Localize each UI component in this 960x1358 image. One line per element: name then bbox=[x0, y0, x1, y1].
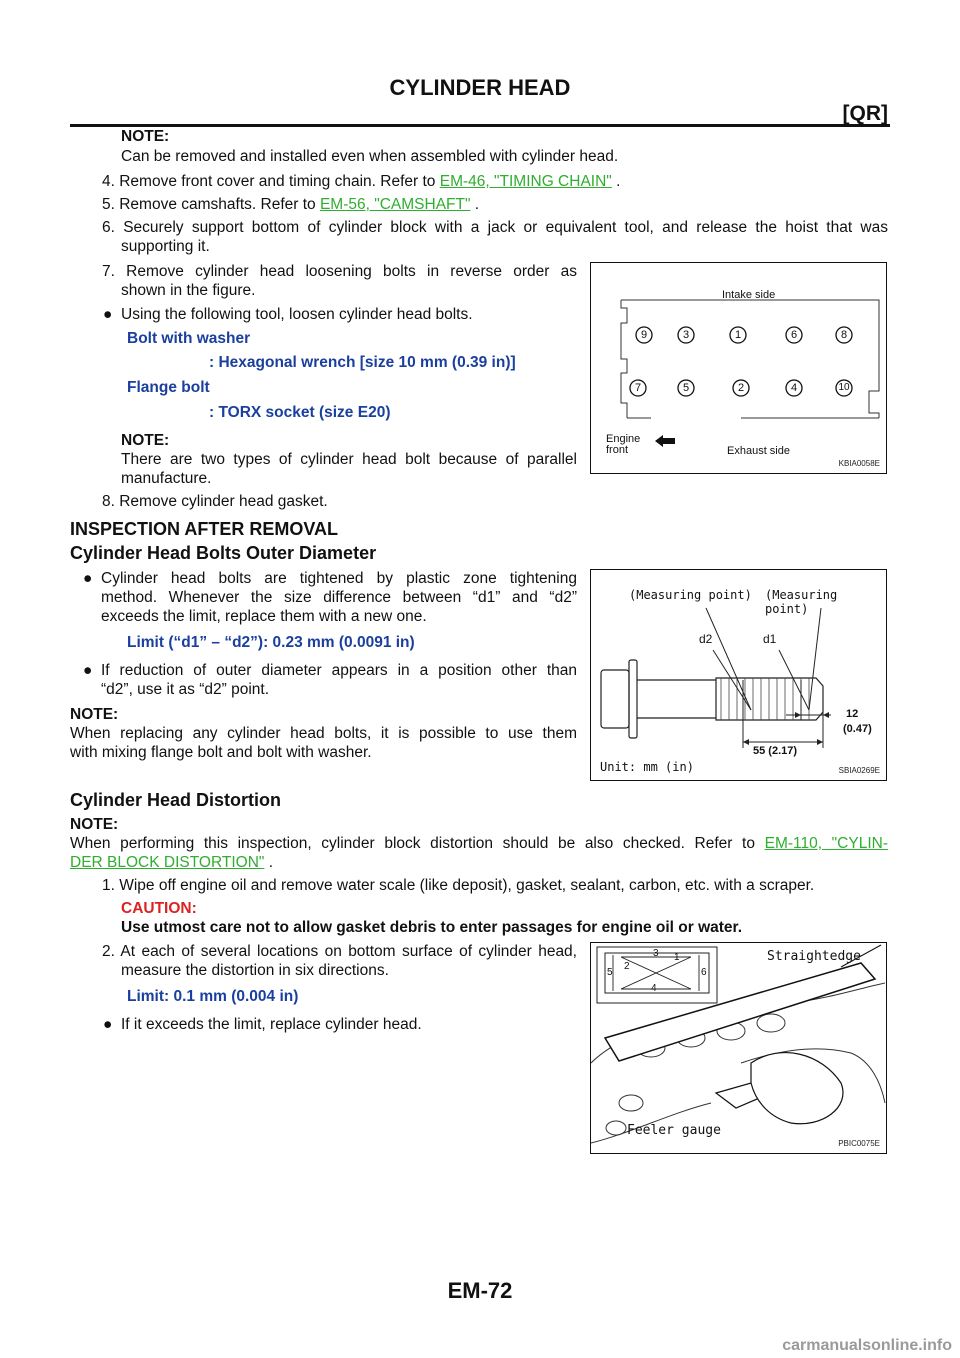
step-7-bullet-text: Using the following tool, loosen cylinder head bolts. bbox=[121, 306, 473, 323]
intro-note-text: Can be removed and installed even when assembled with cylinder head. bbox=[121, 148, 619, 165]
fig2-unit: Unit: mm (in) bbox=[600, 760, 694, 774]
link-cylinder-block-2[interactable]: DER BLOCK DISTORTION" bbox=[70, 854, 265, 871]
dir-label: 5 bbox=[607, 967, 613, 978]
limit-d1-d2: Limit (“d1” – “d2”): 0.23 mm (0.0091 in) bbox=[127, 634, 415, 651]
bolt-bullet-1 bbox=[83, 569, 577, 626]
bullet-icon: ● bbox=[103, 306, 113, 323]
fig2-d2-label: d2 bbox=[699, 632, 713, 646]
distortion-illustration bbox=[591, 943, 886, 1153]
step-5-text: 5. Remove camshafts. Refer to bbox=[102, 196, 316, 213]
bolt-label: 8 bbox=[840, 329, 848, 341]
distortion-bullet-text: If it exceeds the limit, replace cylinder head. bbox=[121, 1016, 422, 1033]
intro-note-label: NOTE: bbox=[121, 128, 170, 145]
step-6-line-2: supporting it. bbox=[121, 238, 210, 255]
bolt-diameter-heading: Cylinder Head Bolts Outer Diameter bbox=[70, 543, 377, 563]
distortion-bullet bbox=[103, 1015, 422, 1034]
step-4-end: . bbox=[611, 173, 621, 190]
fig3-id: PBIC0075E bbox=[838, 1139, 880, 1148]
page-title: CYLINDER HEAD bbox=[389, 75, 571, 100]
step-7-line-1: 7. Remove cylinder head loosening bolts in reverse order as bbox=[102, 263, 577, 280]
distortion-note-text: When performing this inspection, cylinder block distortion should be also checked. Refer to bbox=[70, 835, 755, 852]
bolt-label: 10 bbox=[838, 382, 850, 393]
tool-1-name: Bolt with washer bbox=[127, 330, 251, 347]
bolt-label: 3 bbox=[682, 329, 690, 341]
distortion-note-label: NOTE: bbox=[70, 816, 119, 833]
distortion-heading: Cylinder Head Distortion bbox=[70, 790, 282, 810]
step-6-line-1: 6. Securely support bottom of cylinder block with a jack or equivalent tool, and release the hoist that was bbox=[102, 219, 888, 236]
bolt-bullet-2-line-1: If reduction of outer diameter appears in a position other than bbox=[101, 662, 577, 679]
tool-2-spec: : TORX socket (size E20) bbox=[209, 404, 391, 421]
step-8: 8. Remove cylinder head gasket. bbox=[102, 493, 328, 510]
fig2-d1-label: d1 bbox=[763, 632, 777, 646]
bolt-bullet-1-line-2: method. Whenever the size difference between “d1” and “d2” bbox=[101, 589, 577, 606]
distortion-note-end: . bbox=[264, 854, 274, 871]
distortion-note-line-2 bbox=[70, 853, 273, 872]
bolt-bullet-1-line-3: exceeds the limit, replace them with a new one. bbox=[101, 608, 427, 625]
bolt-note-label: NOTE: bbox=[70, 706, 119, 723]
step-7-line-2: shown in the figure. bbox=[121, 282, 256, 299]
link-timing-chain[interactable]: EM-46, "TIMING CHAIN" bbox=[439, 173, 612, 190]
step-7-note-label: NOTE: bbox=[121, 432, 170, 449]
fig2-dim-047: (0.47) bbox=[843, 723, 872, 735]
caution-text: Use utmost care not to allow gasket debris to enter passages for engine oil or water. bbox=[121, 919, 743, 936]
watermark: carmanualsonline.info bbox=[782, 1337, 952, 1354]
fig2-mp-label-2: (Measuring point) bbox=[765, 588, 838, 616]
fig2-id: SBIA0269E bbox=[838, 766, 880, 775]
bolt-bullet-1-line-1: Cylinder head bolts are tightened by plastic zone tightening bbox=[101, 570, 577, 587]
inspection-heading: INSPECTION AFTER REMOVAL bbox=[70, 519, 339, 539]
caution-label: CAUTION: bbox=[121, 900, 197, 917]
bolt-label: 6 bbox=[790, 329, 798, 341]
link-cylinder-block-1[interactable]: EM-110, "CYLIN- bbox=[764, 835, 888, 852]
step-4 bbox=[102, 172, 620, 191]
bolt-note-line-2: with mixing flange bolt and bolt with washer. bbox=[70, 744, 372, 761]
bolt-label: 7 bbox=[634, 382, 642, 394]
tool-2-name: Flange bolt bbox=[127, 379, 210, 396]
section-code: [QR] bbox=[842, 102, 888, 125]
bolt-label: 5 bbox=[682, 382, 690, 394]
fig1-engine-label: Engine bbox=[606, 433, 641, 445]
limit-distortion: Limit: 0.1 mm (0.004 in) bbox=[127, 988, 299, 1005]
front-arrow-icon bbox=[655, 435, 675, 447]
dir-label: 4 bbox=[651, 983, 657, 994]
fig1-exhaust-label: Exhaust side bbox=[727, 445, 790, 457]
step-7-note-line-1: There are two types of cylinder head bolt because of parallel bbox=[121, 451, 577, 468]
hand-sketch bbox=[751, 1053, 843, 1124]
bolt-bullet-2-line-2: “d2”, use it as “d2” point. bbox=[101, 681, 269, 698]
step-4-text: 4. Remove front cover and timing chain. Refer to bbox=[102, 173, 436, 190]
bolt-label: 1 bbox=[734, 329, 742, 341]
step-5 bbox=[102, 195, 479, 214]
step-7-note-line-2: manufacture. bbox=[121, 470, 212, 487]
fig3-feeler-label: Feeler gauge bbox=[627, 1123, 721, 1138]
page-number: EM-72 bbox=[447, 1278, 513, 1303]
header-rule bbox=[70, 124, 890, 127]
link-camshaft[interactable]: EM-56, "CAMSHAFT" bbox=[319, 196, 471, 213]
dir-label: 6 bbox=[701, 967, 707, 978]
bullet-icon: ● bbox=[83, 662, 93, 679]
bullet-icon: ● bbox=[83, 570, 93, 587]
dir-label: 1 bbox=[674, 952, 680, 963]
distortion-step-2-line-2: measure the distortion in six directions. bbox=[121, 962, 389, 979]
bolt-label: 4 bbox=[790, 382, 798, 394]
figure-bolt-measure bbox=[590, 569, 887, 781]
fig1-intake-label: Intake side bbox=[722, 289, 776, 301]
distortion-step-2-line-1: 2. At each of several locations on bottom surface of cylinder head, bbox=[102, 943, 577, 960]
bolt-bullet-2 bbox=[83, 661, 577, 699]
dir-label: 2 bbox=[624, 961, 630, 972]
fig2-dim-12: 12 bbox=[846, 708, 859, 720]
step-7-bullet bbox=[103, 305, 473, 324]
figure-distortion-check bbox=[590, 942, 887, 1154]
bolt-label: 9 bbox=[640, 329, 648, 341]
bolt-label: 2 bbox=[737, 382, 745, 394]
figure-bolt-order bbox=[590, 262, 887, 474]
distortion-note-line-1 bbox=[70, 834, 888, 853]
fig2-mp-label-1: (Measuring point) bbox=[629, 588, 752, 602]
tool-1-spec: : Hexagonal wrench [size 10 mm (0.39 in)] bbox=[209, 354, 516, 371]
step-5-end: . bbox=[470, 196, 480, 213]
fig1-front-label: front bbox=[606, 444, 629, 456]
dir-label: 3 bbox=[653, 948, 659, 959]
distortion-step-1: 1. Wipe off engine oil and remove water scale (like deposit), gasket, sealant, carbon, etc. with a scraper. bbox=[102, 877, 815, 894]
fig2-dim-55: 55 (2.17) bbox=[753, 745, 798, 757]
fig3-straightedge-label: Straightedge bbox=[767, 949, 861, 964]
bolt-note-line-1: When replacing any cylinder head bolts, it is possible to use them bbox=[70, 725, 577, 742]
bullet-icon: ● bbox=[103, 1016, 113, 1033]
fig1-id: KBIA0058E bbox=[838, 459, 880, 468]
